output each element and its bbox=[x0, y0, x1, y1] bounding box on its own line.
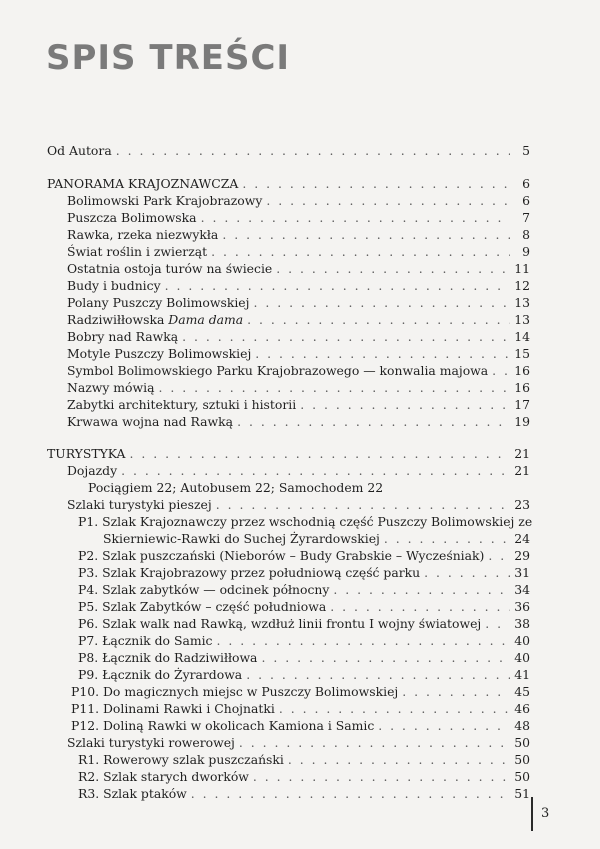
toc-entry bbox=[67, 735, 530, 751]
toc-entry-label: Nazwy mówią bbox=[67, 380, 155, 395]
toc-entry-label: Zabytki architektury, sztuki i historii bbox=[67, 397, 297, 412]
toc-entry-label: Szlaki turystyki rowerowej bbox=[67, 735, 235, 750]
leader-dots bbox=[384, 531, 510, 547]
toc-entry bbox=[67, 329, 530, 345]
toc-entry-page: 45 bbox=[514, 684, 530, 699]
toc-entry-page: 11 bbox=[514, 261, 530, 276]
toc-entry-label-italic: Dama dama bbox=[168, 312, 244, 327]
leader-dots bbox=[116, 143, 510, 159]
leader-dots bbox=[182, 329, 510, 345]
toc-entry bbox=[78, 582, 530, 598]
leader-dots bbox=[279, 701, 510, 717]
toc-entry bbox=[47, 143, 530, 159]
leader-dots bbox=[246, 667, 510, 683]
toc-entry-page: 5 bbox=[522, 143, 530, 158]
toc-entry-label: R1. Rowerowy szlak puszczański bbox=[78, 752, 284, 767]
leader-dots bbox=[253, 769, 510, 785]
toc-section-heading bbox=[47, 446, 530, 462]
leader-dots bbox=[129, 446, 510, 462]
toc-entry bbox=[78, 565, 530, 581]
toc-entry-label: Dojazdy bbox=[67, 463, 118, 478]
toc-entry-label: Ostatnia ostoja turów na świecie bbox=[67, 261, 273, 276]
toc-entry bbox=[88, 480, 530, 496]
leader-dots bbox=[300, 397, 510, 413]
toc-entry-label: Szlaki turystyki pieszej bbox=[67, 497, 212, 512]
leader-dots bbox=[255, 346, 510, 362]
toc-entry-label: TURYSTYKA bbox=[47, 446, 126, 461]
toc-entry-page: 12 bbox=[514, 278, 530, 293]
toc-entry-page: 21 bbox=[514, 446, 530, 461]
toc-entry bbox=[78, 650, 530, 666]
toc-entry-page: 15 bbox=[514, 346, 530, 361]
toc-entry-label-text: Radziwiłłowska bbox=[67, 312, 169, 327]
toc-entry-label: Puszcza Bolimowska bbox=[67, 210, 197, 225]
leader-dots bbox=[333, 582, 510, 598]
toc-entry-page: 9 bbox=[522, 244, 530, 259]
toc-entry bbox=[78, 548, 530, 564]
toc-entry bbox=[67, 312, 530, 328]
toc-entry bbox=[67, 227, 530, 243]
leader-dots bbox=[492, 363, 510, 379]
toc-entry-label: P1. Szlak Krajoznawczy przez wschodnią część Puszczy Bolimowskiej ze bbox=[78, 514, 533, 529]
toc-entry bbox=[67, 363, 530, 379]
toc-entry-page: 24 bbox=[514, 531, 530, 546]
leader-dots bbox=[237, 414, 510, 430]
leader-dots bbox=[378, 718, 510, 734]
toc-entry bbox=[78, 633, 530, 649]
leader-dots bbox=[121, 463, 510, 479]
toc-entry-page: 13 bbox=[514, 312, 530, 327]
leader-dots bbox=[266, 193, 510, 209]
toc-entry bbox=[67, 261, 530, 277]
toc-entry bbox=[71, 684, 530, 700]
leader-dots bbox=[239, 735, 510, 751]
toc-entry bbox=[67, 193, 530, 209]
leader-dots bbox=[201, 210, 510, 226]
toc-entry-label: Symbol Bolimowskiego Parku Krajobrazowego — konwalia majowa bbox=[67, 363, 489, 378]
toc-entry bbox=[78, 599, 530, 615]
toc-entry-label: Krwawa wojna nad Rawką bbox=[67, 414, 234, 429]
toc-entry-page: 16 bbox=[514, 363, 530, 378]
toc-entry-page: 6 bbox=[522, 193, 530, 208]
toc-entry bbox=[67, 414, 530, 430]
toc-entry-label: Bolimowski Park Krajobrazowy bbox=[67, 193, 263, 208]
toc-entry-page: 31 bbox=[514, 565, 530, 580]
toc-entry-label: Od Autora bbox=[47, 143, 112, 158]
toc-entry-label: P2. Szlak puszczański (Nieborów – Budy Grabskie – Wycześniak) bbox=[78, 548, 485, 563]
leader-dots bbox=[158, 380, 510, 396]
toc-entry bbox=[67, 397, 530, 413]
toc-entry-page: 7 bbox=[522, 210, 530, 225]
page-title: SPIS TREŚCI bbox=[46, 38, 291, 78]
toc-entry-label: Budy i budnicy bbox=[67, 278, 161, 293]
toc-entry-label: Świat roślin i zwierząt bbox=[67, 244, 208, 259]
toc-entry bbox=[71, 701, 530, 717]
toc-entry-label: P11. Dolinami Rawki i Chojnatki bbox=[71, 701, 275, 716]
toc-entry-continuation bbox=[103, 531, 530, 547]
toc-entry-page: 16 bbox=[514, 380, 530, 395]
leader-dots bbox=[191, 786, 510, 802]
toc-entry-page: 38 bbox=[514, 616, 530, 631]
toc-entry-page: 41 bbox=[514, 667, 530, 682]
toc-entry-page: 36 bbox=[514, 599, 530, 614]
leader-dots bbox=[488, 548, 510, 564]
toc-entry-page: 34 bbox=[514, 582, 530, 597]
toc-entry bbox=[71, 718, 530, 734]
toc-entry-label bbox=[67, 312, 243, 328]
toc-entry-page: 46 bbox=[514, 701, 530, 716]
leader-dots bbox=[242, 176, 510, 192]
leader-dots bbox=[330, 599, 510, 615]
toc-entry-label: P6. Szlak walk nad Rawką, wzdłuż linii frontu I wojny światowej bbox=[78, 616, 482, 631]
toc-entry-page: 40 bbox=[514, 650, 530, 665]
toc-entry bbox=[67, 278, 530, 294]
toc-entry-label: R2. Szlak starych dworków bbox=[78, 769, 249, 784]
toc-entry bbox=[78, 514, 533, 530]
toc-entry-label: Motyle Puszczy Bolimowskiej bbox=[67, 346, 252, 361]
toc-entry-page: 6 bbox=[522, 176, 530, 191]
toc-entry-page: 50 bbox=[514, 735, 530, 750]
toc-entry-label: Bobry nad Rawką bbox=[67, 329, 179, 344]
toc-entry-label: P12. Doliną Rawki w okolicach Kamiona i Samic bbox=[71, 718, 375, 733]
toc-entry-label: P5. Szlak Zabytków – część południowa bbox=[78, 599, 327, 614]
toc-entry-page: 17 bbox=[514, 397, 530, 412]
toc-entry-label: PANORAMA KRAJOZNAWCZA bbox=[47, 176, 239, 191]
toc-entry-page: 13 bbox=[514, 295, 530, 310]
leader-dots bbox=[222, 227, 510, 243]
toc-entry-page: 8 bbox=[522, 227, 530, 242]
toc-entry-label: P4. Szlak zabytków — odcinek północny bbox=[78, 582, 330, 597]
page-number-rule bbox=[531, 797, 533, 831]
toc-entry-label: P7. Łącznik do Samic bbox=[78, 633, 213, 648]
leader-dots bbox=[402, 684, 510, 700]
leader-dots bbox=[261, 650, 510, 666]
toc-entry-page: 14 bbox=[514, 329, 530, 344]
toc-entry bbox=[78, 752, 530, 768]
leader-dots bbox=[247, 312, 510, 328]
toc-entry-page: 50 bbox=[514, 752, 530, 767]
leader-dots bbox=[211, 244, 510, 260]
toc-entry-page: 21 bbox=[514, 463, 530, 478]
page-number: 3 bbox=[541, 806, 550, 821]
toc-entry bbox=[67, 497, 530, 513]
leader-dots bbox=[485, 616, 510, 632]
toc-entry-label: P3. Szlak Krajobrazowy przez południową część parku bbox=[78, 565, 421, 580]
toc-entry-page: 50 bbox=[514, 769, 530, 784]
leader-dots bbox=[165, 278, 510, 294]
toc-entry-label: R3. Szlak ptaków bbox=[78, 786, 187, 801]
toc-entry bbox=[78, 667, 530, 683]
toc-entry-label: Pociągiem 22; Autobusem 22; Samochodem 22 bbox=[88, 480, 384, 495]
leader-dots bbox=[253, 295, 510, 311]
toc-entry-page: 48 bbox=[514, 718, 530, 733]
toc-entry-page: 19 bbox=[514, 414, 530, 429]
toc-entry bbox=[67, 346, 530, 362]
toc-entry bbox=[78, 769, 530, 785]
leader-dots bbox=[276, 261, 510, 277]
leader-dots bbox=[217, 633, 511, 649]
toc-entry-page: 29 bbox=[514, 548, 530, 563]
toc-entry-label: Rawka, rzeka niezwykła bbox=[67, 227, 219, 242]
toc-entry-label: P9. Łącznik do Żyrardowa bbox=[78, 667, 243, 682]
toc-entry-label: P10. Do magicznych miejsc w Puszczy Bolimowskiej bbox=[71, 684, 399, 699]
toc-entry-page: 23 bbox=[514, 497, 530, 512]
leader-dots bbox=[288, 752, 510, 768]
toc-entry-page: 51 bbox=[514, 786, 530, 801]
toc-entry bbox=[67, 380, 530, 396]
toc-entry bbox=[67, 244, 530, 260]
toc-entry-label: P8. Łącznik do Radziwiłłowa bbox=[78, 650, 258, 665]
toc-entry bbox=[67, 463, 530, 479]
leader-dots bbox=[216, 497, 510, 513]
toc-entry-page: 40 bbox=[514, 633, 530, 648]
toc-entry bbox=[67, 210, 530, 226]
toc-entry-label: Polany Puszczy Bolimowskiej bbox=[67, 295, 250, 310]
toc-entry-label: Skierniewic-Rawki do Suchej Żyrardowskiej bbox=[103, 531, 380, 546]
toc-entry bbox=[67, 295, 530, 311]
leader-dots bbox=[424, 565, 510, 581]
toc-entry bbox=[78, 616, 530, 632]
toc-section-heading bbox=[47, 176, 530, 192]
toc-entry bbox=[78, 786, 530, 802]
